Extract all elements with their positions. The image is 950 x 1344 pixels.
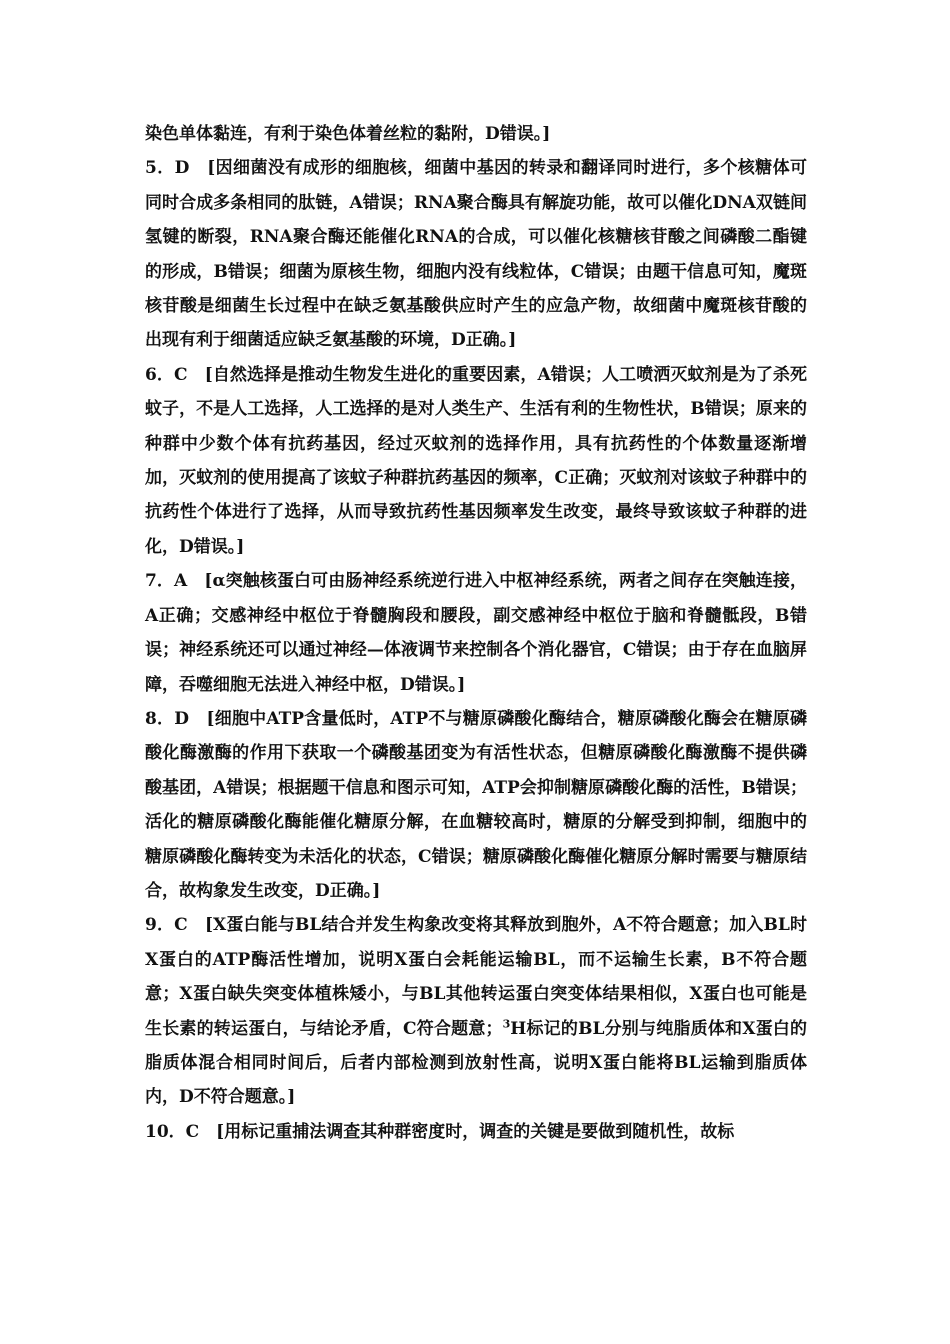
paragraph-answer-10: 10．C [用标记重捕法调查其种群密度时，调查的关键是要做到随机性，故标 — [145, 1121, 735, 1142]
paragraph-answer-5: 5．D [因细菌没有成形的细胞核，细菌中基因的转录和翻译同时进行，多个核糖体可同时合成多条相同的肽链，A错误；RNA聚合酶具有解旋功能，故可以催化DNA双链间氢键的断裂，RNA聚合酶还能催化RNA的合成，可以催化核糖核苷酸之间磷酸二酯键的形成，B错误；细菌为原核生物，细胞内没有线粒体，C错误；由题干信息可知，魔斑核苷酸是细菌生长过程中在缺乏氨基酸供应时产生的应急产物，故细菌中魔斑核苷酸的出现有利于细菌适应缺乏氨基酸的环境，D正确。] — [145, 158, 807, 351]
paragraph-answer-7: 7．A [α突触核蛋白可由肠神经系统逆行进入中枢神经系统，两者之间存在突触连接，A正确；交感神经中枢位于脊髓胸段和腰段，副交感神经中枢位于脑和脊髓骶段，B错误；神经系统还可以通过神经—体液调节来控制各个消化器官，C错误；由于存在血脑屏障，吞噬细胞无法进入神经中枢，D错误。] — [145, 571, 807, 695]
answer-9-text-part-1: 9．C [X蛋白能与BL结合并发生构象改变将其释放到胞外，A不符合题意；加入BL时X蛋白的ATP酶活性增加，说明X蛋白会耗能运输BL，而不运输生长素，B不符合题意；X蛋白缺失突变体植株矮小，与BL其他转运蛋白突变体结果相似，X蛋白也可能是生长素的转运蛋白，与结论矛盾，C符合题意； — [145, 915, 807, 1039]
paragraph-answer-8: 8．D [细胞中ATP含量低时，ATP不与糖原磷酸化酶结合，糖原磷酸化酶会在糖原磷酸化酶激酶的作用下获取一个磷酸基团变为有活性状态，但糖原磷酸化酶激酶不提供磷酸基团，A错误；根据题干信息和图示可知，ATP会抑制糖原磷酸化酶的活性，B错误；活化的糖原磷酸化酶能催化糖原分解，在血糖较高时，糖原的分解受到抑制，细胞中的糖原磷酸化酶转变为未活化的状态，C错误；糖原磷酸化酶催化糖原分解时需要与糖原结合，故构象发生改变，D正确。] — [145, 708, 807, 901]
paragraph-answer-6: 6．C [自然选择是推动生物发生进化的重要因素，A错误；人工喷洒灭蚊剂是为了杀死蚊子，不是人工选择，人工选择的是对人类生产、生活有利的生物性状，B错误；原来的种群中少数个体有抗药基因，经过灭蚊剂的选择作用，具有抗药性的个体数量逐渐增加，灭蚊剂的使用提高了该蚊子种群抗药基因的频率，C正确；灭蚊剂对该蚊子种群中的抗药性个体进行了选择，从而导致抗药性基因频率发生改变，最终导致该蚊子种群的进化，D错误。] — [145, 364, 807, 557]
paragraph-answer-9 — [145, 908, 807, 1114]
answer-9-text-part-2: H标记的BL分别与纯脂质体和X蛋白的脂质体混合相同时间后，后者内部检测到放射性高，说明X蛋白能将BL运输到脂质体内，D不符合题意。] — [145, 1018, 808, 1108]
answer-explanation-page — [145, 117, 807, 1149]
paragraph-4-continuation: 染色单体黏连，有利于染色体着丝粒的黏附，D错误。] — [145, 124, 551, 144]
isotope-superscript: 3 — [502, 1016, 511, 1030]
